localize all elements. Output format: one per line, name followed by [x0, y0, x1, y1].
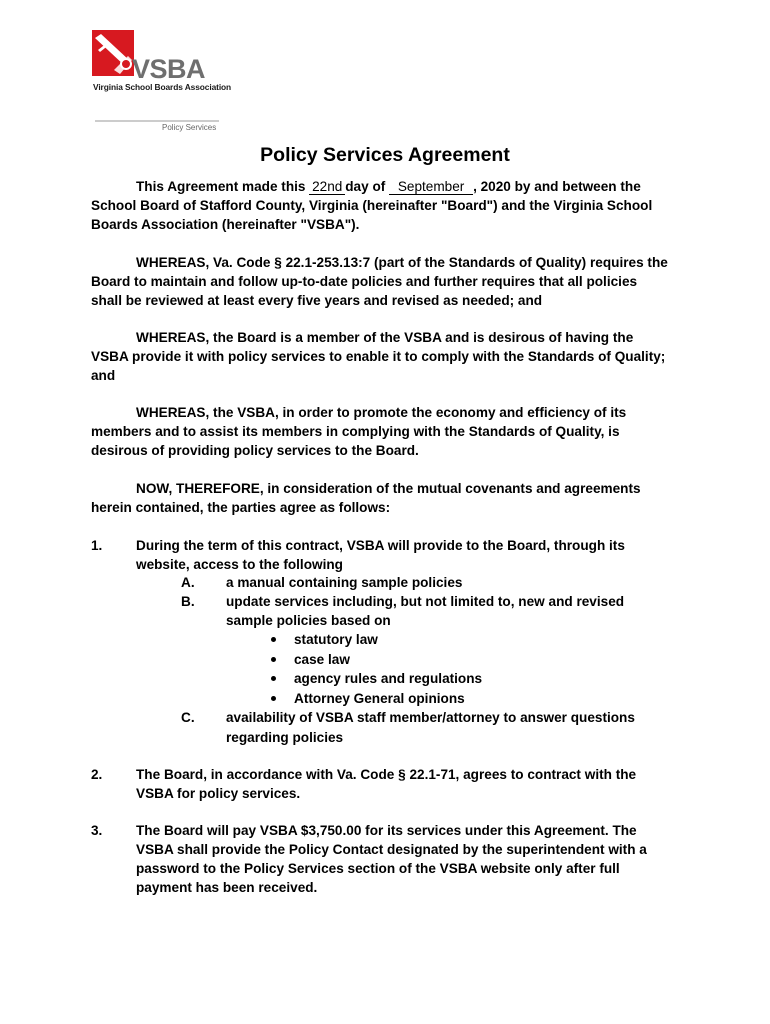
item1-b-line-1: update services including, but not limited to, new and revised — [226, 594, 625, 609]
item2-number: 2. — [91, 767, 103, 782]
bullet-icon — [271, 676, 276, 681]
whereas3-line-2: members and to assist its members in complying with the Standards of Quality, is — [91, 424, 620, 439]
day-field[interactable]: 22nd — [309, 179, 345, 195]
item1-b-line-2: sample policies based on — [226, 613, 391, 628]
whereas1-line-3: shall be reviewed at least every five years and revised as needed; and — [91, 293, 543, 308]
whereas3-line-3: desirous of providing policy services to the Board. — [91, 443, 419, 458]
therefore-line-1: NOW, THEREFORE, in consideration of the mutual covenants and agreements — [136, 481, 641, 496]
item2-line-1: The Board, in accordance with Va. Code § 22.1-71, agrees to contract with the — [136, 767, 637, 782]
whereas2-line-2: VSBA provide it with policy services to enable it to comply with the Standards of Quality; — [91, 349, 666, 364]
bullet-item — [271, 669, 482, 688]
whereas2-line-1: WHEREAS, the Board is a member of the VSBA and is desirous of having the — [136, 330, 634, 345]
whereas2-line-3: and — [91, 368, 116, 383]
item1-a-text: a manual containing sample policies — [226, 575, 463, 590]
item1-c-label: C. — [181, 710, 195, 725]
intro-text-2: day of — [345, 179, 386, 194]
bullet-icon — [271, 637, 276, 642]
intro-text-1: This Agreement made this — [136, 179, 306, 194]
bullet-text: Attorney General opinions — [294, 691, 465, 706]
item3-line-4: payment has been received. — [136, 880, 318, 895]
bullet-item — [271, 650, 350, 669]
bullet-item — [271, 689, 465, 708]
logo-full-name: Virginia School Boards Association — [93, 82, 232, 92]
whereas1-line-1: WHEREAS, Va. Code § 22.1-253.13:7 (part of the Standards of Quality) requires the — [136, 255, 668, 270]
bullet-icon — [271, 696, 276, 701]
item1-c-line-2: regarding policies — [226, 730, 344, 745]
intro-line-2: School Board of Stafford County, Virginia (hereinafter "Board") and the Virginia School — [91, 198, 653, 213]
bullet-text: agency rules and regulations — [294, 671, 483, 686]
logo-division: Policy Services — [162, 123, 217, 132]
intro-text-3: , 2020 by and between the — [473, 179, 641, 194]
vsba-logo — [92, 30, 232, 132]
item1-b-label: B. — [181, 594, 195, 609]
item3-line-3: password to the Policy Services section of the VSBA website only after full — [136, 861, 620, 876]
item1-line-2: website, access to the following — [136, 557, 343, 572]
item1-a-label: A. — [181, 575, 195, 590]
bullet-text: statutory law — [294, 632, 378, 647]
item1-c-line-1: availability of VSBA staff member/attorney to answer questions — [226, 710, 635, 725]
logo-divider — [95, 120, 219, 122]
whereas1-line-2: Board to maintain and follow up-to-date policies and further requires that all policies — [91, 274, 638, 289]
logo-abbreviation: VSBA — [132, 54, 206, 84]
bullet-icon — [271, 657, 276, 662]
item1-number: 1. — [91, 538, 103, 553]
item2-line-2: VSBA for policy services. — [136, 786, 301, 801]
month-field[interactable]: September — [389, 179, 473, 195]
document-title: Policy Services Agreement — [260, 144, 510, 166]
vsba-logo-mark-icon — [92, 30, 134, 76]
item3-line-2: VSBA shall provide the Policy Contact designated by the superintendent with a — [136, 842, 647, 857]
bullet-item — [271, 630, 378, 649]
intro-line-1 — [136, 177, 641, 196]
item1-line-1: During the term of this contract, VSBA will provide to the Board, through its — [136, 538, 625, 553]
therefore-line-2: herein contained, the parties agree as follows: — [91, 500, 391, 515]
bullet-text: case law — [294, 652, 350, 667]
item3-number: 3. — [91, 823, 103, 838]
intro-line-3: Boards Association (hereinafter "VSBA"). — [91, 217, 360, 232]
item3-line-1: The Board will pay VSBA $3,750.00 for its services under this Agreement. The — [136, 823, 637, 838]
whereas3-line-1: WHEREAS, the VSBA, in order to promote the economy and efficiency of its — [136, 405, 627, 420]
